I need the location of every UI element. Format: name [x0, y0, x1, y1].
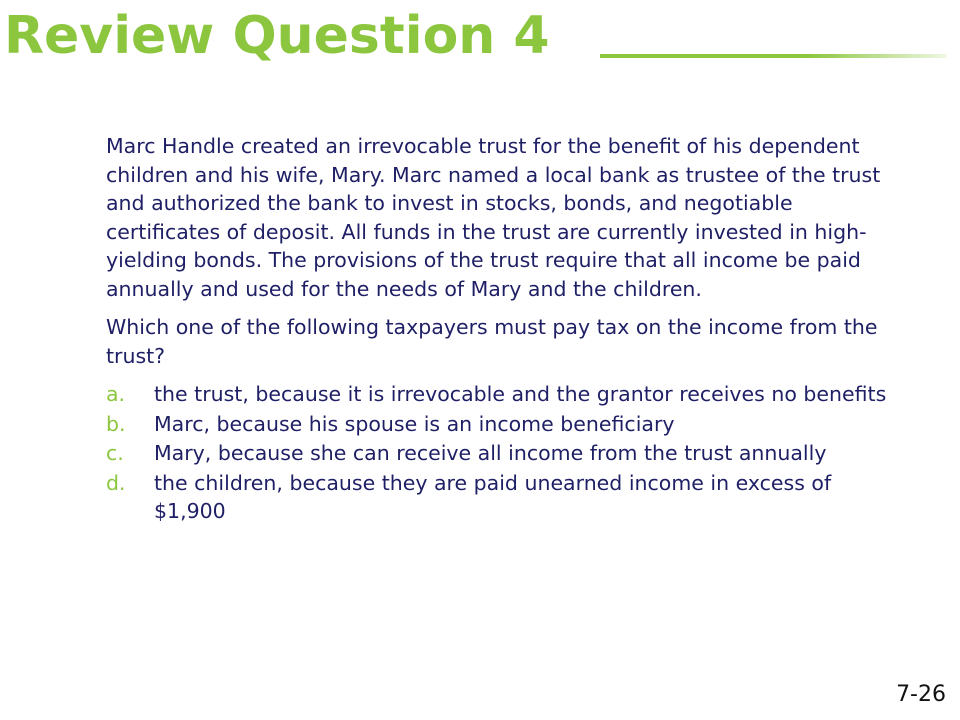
title-underline-rule — [600, 54, 946, 58]
slide-body — [106, 132, 906, 527]
answer-option-c — [106, 439, 906, 468]
question-prompt: Which one of the following taxpayers must pay tax on the income from the trust? — [106, 315, 878, 368]
option-letter: a. — [106, 382, 126, 406]
option-letter: b. — [106, 411, 126, 436]
question-scenario: Marc Handle created an irrevocable trust for the benefit of his dependent children and his wife, Mary. Marc named a local bank as trustee of the trust and authorized the bank to invest in stocks, bonds, and negotiable certificates of deposit. All funds in the trust are currently invested in high-yielding bonds. The provisions of the trust require that all income be paid annually and used for the needs of Mary and the children. — [106, 134, 881, 301]
answer-option-a — [106, 380, 906, 409]
option-text: the trust, because it is irrevocable and the grantor receives no benefits — [154, 382, 887, 406]
answer-option-d — [106, 469, 906, 526]
option-text: Mary, because she can receive all income from the trust annually — [154, 441, 827, 465]
option-letter: d. — [106, 470, 126, 495]
answer-option-b — [106, 410, 906, 439]
slide-number: 7-26 — [896, 682, 946, 707]
option-text: the children, because they are paid unearned income in excess of $1,900 — [154, 470, 832, 523]
option-text: Marc, because his spouse is an income beneficiary — [154, 411, 675, 436]
option-letter: c. — [106, 441, 124, 465]
answer-options — [106, 380, 906, 526]
slide-title: Review Question 4 — [4, 6, 550, 66]
